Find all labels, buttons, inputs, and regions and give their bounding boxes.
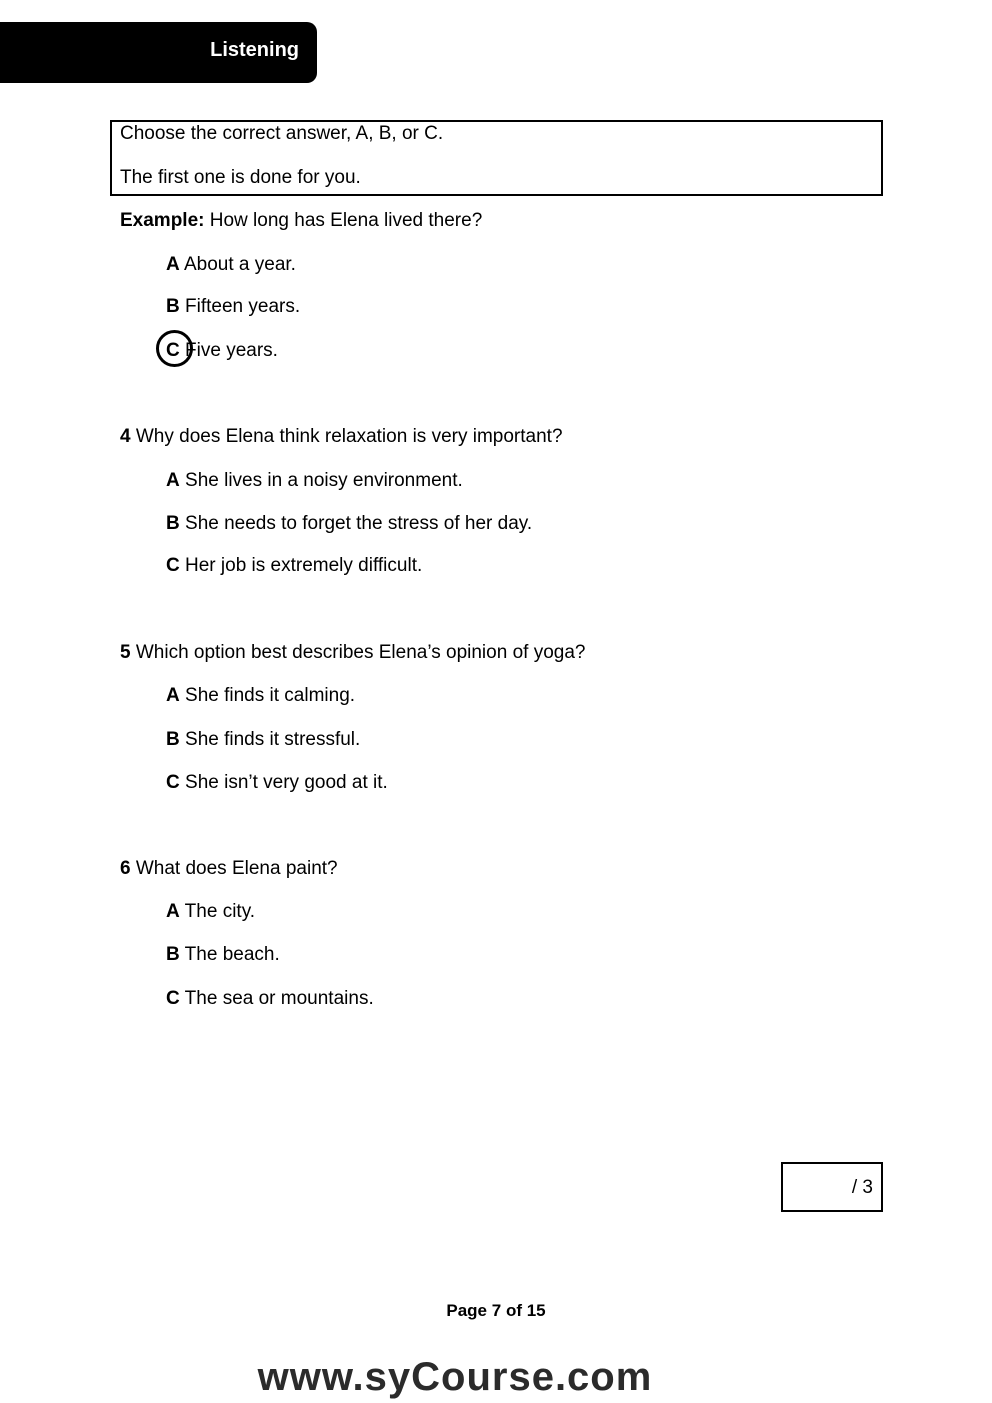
question-6-option-b[interactable] <box>166 944 280 966</box>
page-of: of <box>505 1301 522 1320</box>
option-text: Five years. <box>185 340 278 361</box>
example-question-text: How long has Elena lived there? <box>209 210 483 231</box>
answer-circle-icon <box>156 330 193 367</box>
example-question <box>120 210 482 232</box>
watermark-url: www.syCourse.com <box>257 1355 653 1399</box>
option-text: Fifteen years. <box>185 296 301 317</box>
option-text: Her job is extremely difficult. <box>185 555 423 576</box>
option-letter: B <box>166 513 180 534</box>
question-text: What does Elena paint? <box>135 858 338 879</box>
option-letter: C <box>166 340 180 361</box>
question-number: 5 <box>120 642 131 663</box>
score-total: / 3 <box>851 1177 873 1198</box>
option-letter: A <box>166 685 180 706</box>
instructions-line-2: The first one is done for you. <box>120 167 361 188</box>
option-letter: A <box>166 901 180 922</box>
selected-answer-marker <box>166 340 180 362</box>
option-letter: B <box>166 296 180 317</box>
question-4-option-b[interactable] <box>166 513 532 535</box>
question-6-option-c[interactable] <box>166 988 374 1010</box>
section-tab-label: Listening <box>210 39 299 61</box>
option-letter: A <box>166 254 180 275</box>
example-option-c[interactable] <box>166 340 278 362</box>
question-5-option-b[interactable] <box>166 729 360 751</box>
question-number: 6 <box>120 858 131 879</box>
score-box[interactable] <box>781 1162 883 1212</box>
question-number: 4 <box>120 426 131 447</box>
option-letter: C <box>166 555 180 576</box>
option-text: She needs to forget the stress of her day. <box>185 513 533 534</box>
section-tab <box>0 22 317 83</box>
question-5 <box>120 642 585 664</box>
option-text: The city. <box>184 901 256 922</box>
option-letter: A <box>166 470 180 491</box>
option-letter: B <box>166 944 180 965</box>
page-total: 15 <box>526 1301 546 1320</box>
question-4-option-a[interactable] <box>166 470 463 492</box>
instructions-line-1: Choose the correct answer, A, B, or C. <box>120 123 444 144</box>
option-text: She finds it stressful. <box>185 729 361 750</box>
option-text: She finds it calming. <box>185 685 356 706</box>
question-5-option-c[interactable] <box>166 772 388 794</box>
option-text: The beach. <box>184 944 280 965</box>
option-text: About a year. <box>183 254 296 275</box>
page-footer <box>0 1301 992 1321</box>
question-6-option-a[interactable] <box>166 901 255 923</box>
question-text: Why does Elena think relaxation is very important? <box>135 426 563 447</box>
option-text: She lives in a noisy environment. <box>185 470 463 491</box>
question-text: Which option best describes Elena’s opinion of yoga? <box>135 642 586 663</box>
question-4 <box>120 426 563 448</box>
question-5-option-a[interactable] <box>166 685 355 707</box>
example-label: Example: <box>120 210 205 231</box>
option-letter: C <box>166 988 180 1009</box>
instructions-box <box>110 120 883 196</box>
question-4-option-c[interactable] <box>166 555 422 577</box>
option-text: The sea or mountains. <box>184 988 374 1009</box>
example-option-a[interactable] <box>166 254 296 276</box>
option-letter: B <box>166 729 180 750</box>
page-current: 7 <box>491 1301 502 1320</box>
question-6 <box>120 858 338 880</box>
page-label: Page <box>446 1301 487 1320</box>
example-option-b[interactable] <box>166 296 300 318</box>
option-text: She isn’t very good at it. <box>185 772 388 793</box>
option-letter: C <box>166 772 180 793</box>
